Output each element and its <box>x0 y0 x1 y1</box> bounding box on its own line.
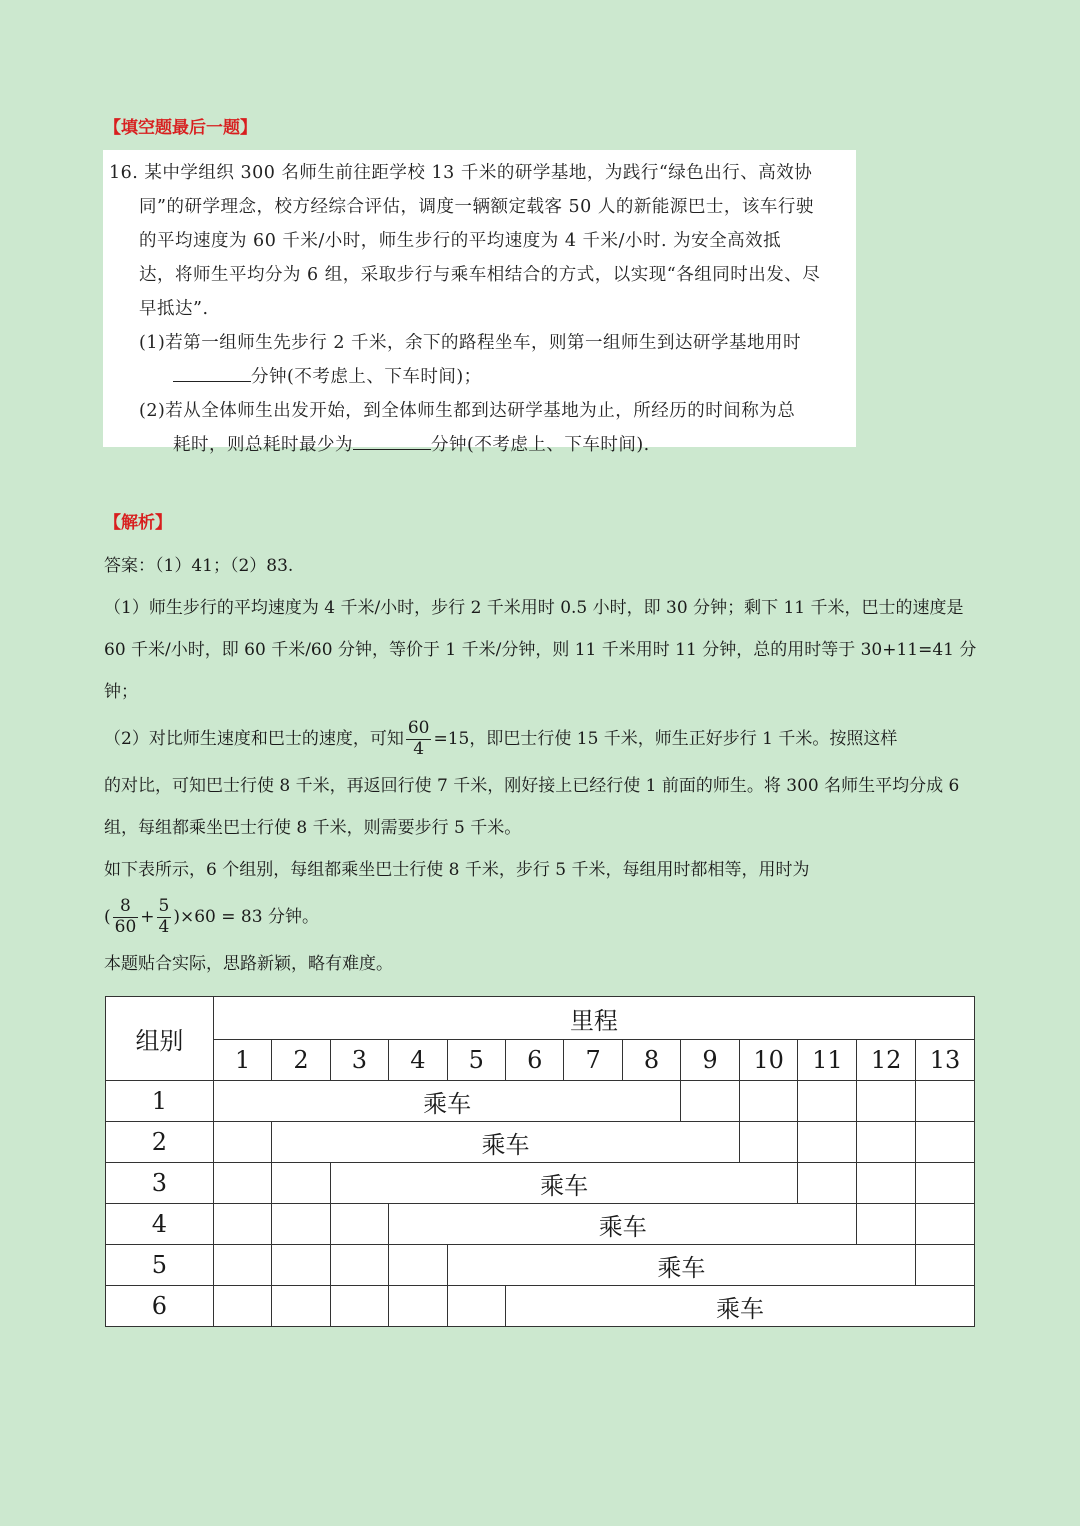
ride-segment: 乘车 <box>272 1122 739 1163</box>
km-header: 11 <box>798 1040 857 1081</box>
fraction-denominator: 4 <box>413 739 425 759</box>
km-header: 3 <box>330 1040 388 1081</box>
walk-cell <box>272 1163 330 1204</box>
walk-cell <box>213 1163 271 1204</box>
walk-cell <box>916 1081 975 1122</box>
walk-cell <box>213 1204 271 1245</box>
table-row <box>106 1163 975 1204</box>
question-section-tag: 【填空题最后一题】 <box>104 118 257 138</box>
ride-segment: 乘车 <box>330 1163 798 1204</box>
walk-cell <box>389 1286 447 1327</box>
fraction-8-over-60 <box>113 897 139 937</box>
walk-cell <box>916 1245 975 1286</box>
question-2-tail: 分钟(不考虑上、下车时间). <box>431 435 650 455</box>
km-header: 13 <box>916 1040 975 1081</box>
km-header: 5 <box>447 1040 505 1081</box>
table-row <box>106 1245 975 1286</box>
ride-segment: 乘车 <box>506 1286 975 1327</box>
group-label: 6 <box>106 1286 214 1327</box>
fraction-5-over-4 <box>157 897 172 937</box>
walk-cell <box>798 1122 857 1163</box>
fraction-denominator: 4 <box>158 917 170 937</box>
distance-header: 里程 <box>213 997 974 1040</box>
analysis-paragraph-2 <box>104 713 979 765</box>
km-header: 6 <box>506 1040 564 1081</box>
formula-result: ×60 = 83 分钟。 <box>180 907 319 927</box>
answer-blank-1 <box>173 363 251 382</box>
walk-cell <box>213 1245 271 1286</box>
walk-cell <box>330 1245 388 1286</box>
km-header: 9 <box>681 1040 739 1081</box>
walk-cell <box>857 1081 916 1122</box>
fraction-denominator: 60 <box>114 917 137 937</box>
analysis-section-tag: 【解析】 <box>104 513 172 533</box>
walk-cell <box>389 1245 447 1286</box>
analysis-body <box>104 545 979 985</box>
analysis-paragraph-1: （1）师生步行的平均速度为 4 千米/小时，步行 2 千米用时 0.5 小时，即 30 分钟；剩下 11 千米，巴士的速度是 60 千米/小时，即 60 千米/60 分钟，等价于 1 千米/分钟，则 11 千米用时 11 分钟，总的用时等于 30+11=41 分钟； <box>104 598 977 702</box>
answer-blank-2 <box>353 431 431 450</box>
group-label: 5 <box>106 1245 214 1286</box>
ride-segment: 乘车 <box>213 1081 680 1122</box>
walk-cell <box>330 1286 388 1327</box>
walk-cell <box>272 1245 330 1286</box>
walk-cell <box>857 1163 916 1204</box>
question-1-tail: 分钟(不考虑上、下车时间)； <box>251 367 482 387</box>
problem-statement <box>103 150 856 455</box>
walk-cell <box>681 1081 739 1122</box>
analysis-formula: ( $\frac{8}{60}$ + $\frac{5}{4}$ )×60 = 83 分钟。 <box>104 896 319 937</box>
fraction-60-over-4 <box>406 719 432 759</box>
table-row <box>106 1286 975 1327</box>
fraction-numerator: 5 <box>158 896 170 917</box>
analysis-paragraph-4: 如下表所示，6 个组别，每组都乘坐巴士行使 8 千米，步行 5 千米，每组用时都相等，用时为 <box>104 860 810 880</box>
problem-line: 早抵达”. <box>139 299 209 319</box>
group-label: 4 <box>106 1204 214 1245</box>
walk-cell <box>916 1163 975 1204</box>
group-label: 2 <box>106 1122 214 1163</box>
problem-line: 同”的研学理念，校方经综合评估，调度一辆额定载客 50 人的新能源巴士，该车行驶 <box>139 197 814 217</box>
ride-segment: 乘车 <box>389 1204 857 1245</box>
km-header: 1 <box>213 1040 271 1081</box>
problem-line: 达，将师生平均分为 6 组，采取步行与乘车相结合的方式，以实现“各组同时出发、尽 <box>139 265 821 285</box>
km-header: 12 <box>857 1040 916 1081</box>
question-2-continued <box>109 428 848 462</box>
walk-cell <box>916 1204 975 1245</box>
analysis-text: （2）对比师生速度和巴士的速度，可知 <box>104 729 404 749</box>
walk-cell <box>916 1122 975 1163</box>
question-1: (1)若第一组师生先步行 2 千米，余下的路程坐车，则第一组师生到达研学基地用时 <box>139 333 802 353</box>
walk-cell <box>213 1286 271 1327</box>
km-header: 8 <box>622 1040 680 1081</box>
walk-cell <box>857 1122 916 1163</box>
walk-cell <box>272 1286 330 1327</box>
question-1-continued <box>109 360 848 394</box>
question-2-pre: 耗时，则总耗时最少为 <box>173 435 353 455</box>
schedule-table <box>105 996 975 1327</box>
walk-cell <box>330 1204 388 1245</box>
answer-line: 答案：（1）41；（2）83. <box>104 556 294 576</box>
group-label: 1 <box>106 1081 214 1122</box>
ride-segment: 乘车 <box>447 1245 916 1286</box>
walk-cell <box>739 1122 798 1163</box>
analysis-text: =15，即巴士行使 15 千米，师生正好步行 1 千米。按照这样 <box>433 729 898 749</box>
analysis-paragraph-3: 的对比，可知巴士行使 8 千米，再返回行使 7 千米，刚好接上已经行使 1 前面的师生。将 300 名师生平均分成 6 组，每组都乘坐巴士行使 8 千米，则需要步行 5 千米。 <box>104 776 960 838</box>
table-row <box>106 1081 975 1122</box>
walk-cell <box>272 1204 330 1245</box>
analysis-paragraph-6: 本题贴合实际，思路新颖，略有难度。 <box>104 954 393 974</box>
walk-cell <box>798 1081 857 1122</box>
fraction-numerator: 8 <box>113 897 139 918</box>
walk-cell <box>739 1081 798 1122</box>
km-header: 4 <box>389 1040 447 1081</box>
walk-cell <box>857 1204 916 1245</box>
km-header: 2 <box>272 1040 330 1081</box>
problem-line: 16. 某中学组织 300 名师生前往距学校 13 千米的研学基地，为践行“绿色出行、高效协 <box>109 163 813 183</box>
table-row <box>106 1204 975 1245</box>
fraction-numerator: 60 <box>407 718 430 739</box>
question-2: (2)若从全体师生出发开始，到全体师生都到达研学基地为止，所经历的时间称为总 <box>139 401 796 421</box>
walk-cell <box>213 1122 271 1163</box>
group-header: 组别 <box>106 997 214 1081</box>
km-header: 10 <box>739 1040 798 1081</box>
group-label: 3 <box>106 1163 214 1204</box>
walk-cell <box>798 1163 857 1204</box>
table-row <box>106 1122 975 1163</box>
km-header: 7 <box>564 1040 622 1081</box>
problem-line: 的平均速度为 60 千米/小时，师生步行的平均速度为 4 千米/小时. 为安全高效抵 <box>139 231 782 251</box>
walk-cell <box>447 1286 505 1327</box>
